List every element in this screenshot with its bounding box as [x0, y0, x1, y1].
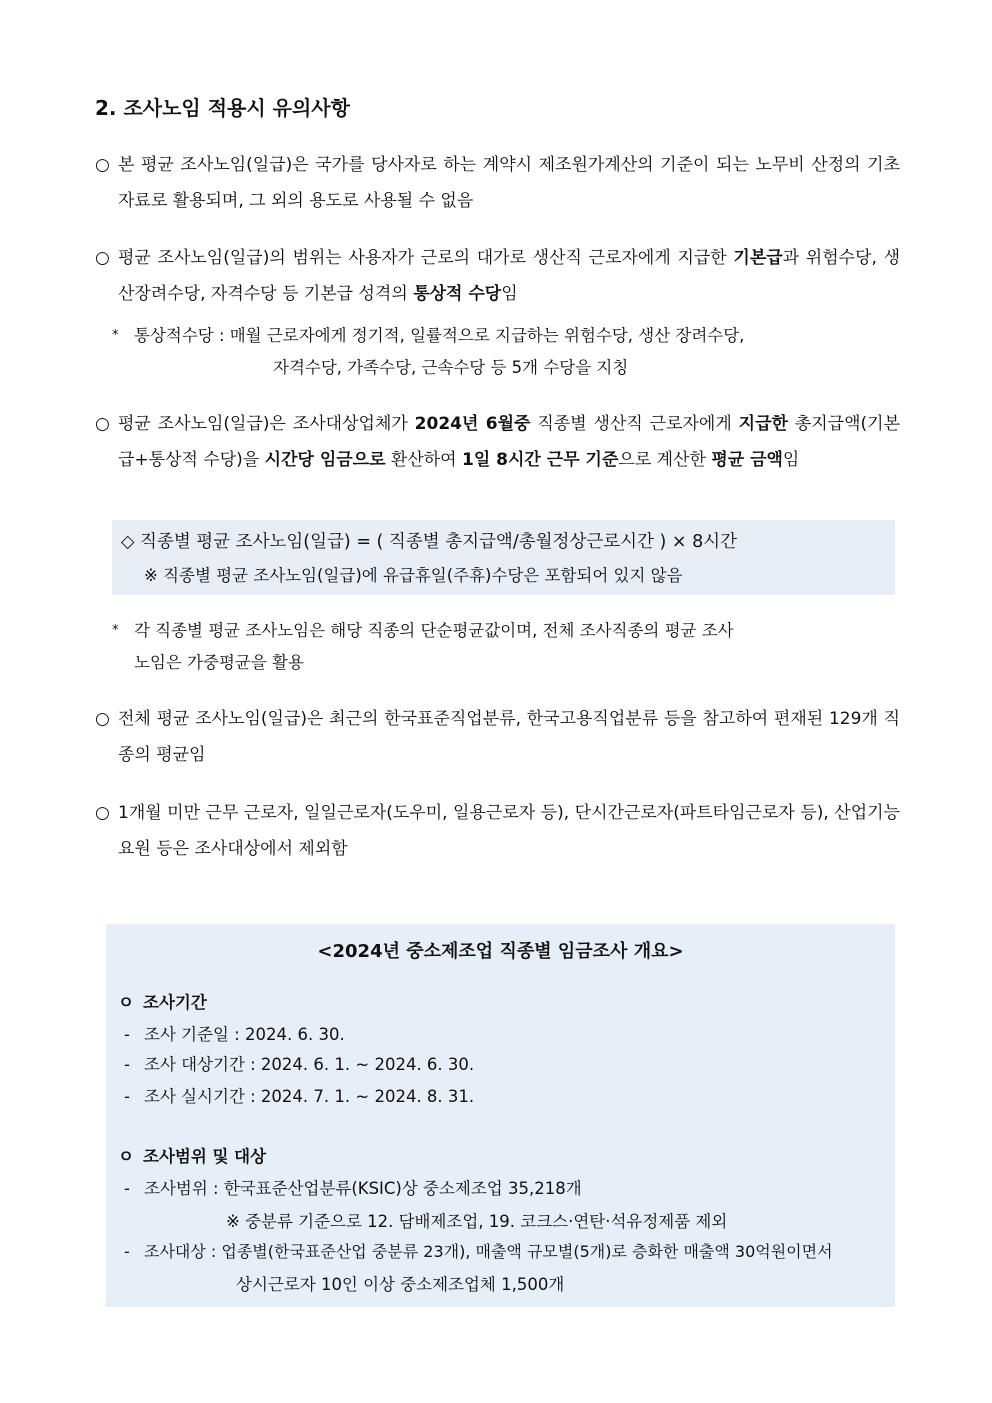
emphasis-text: 기본급 [733, 248, 783, 268]
period-row: - 조사 대상기간 : 2024. 6. 1. ~ 2024. 6. 30. [124, 1055, 475, 1074]
emphasis-text: 통상적 수당 [413, 284, 502, 304]
emphasis-text: 1일 8시간 근무 기준 [462, 450, 619, 470]
scope-note: ※ 중분류 기준으로 12. 담배제조업, 19. 코크스·연탄·석유정제품 제외 [226, 1212, 728, 1231]
asterisk-icon: * [112, 328, 119, 343]
list-item [95, 701, 900, 773]
emphasis-text: 시간당 임금으로 [264, 450, 386, 470]
footnote-line: 통상적수당 : 매월 근로자에게 정기적, 일률적으로 지급하는 위험수당, 생산 장려수당, [134, 326, 745, 345]
formula-note: ※ 직종별 평균 조사노임(일급)에 유급휴일(주휴)수당은 포함되어 있지 않음 [144, 566, 683, 585]
period-heading: ㅇ 조사기간 [118, 989, 207, 1013]
section-heading: 2. 조사노임 적용시 유의사항 [95, 96, 350, 120]
list-item [95, 795, 900, 867]
section-marker-icon: ㅇ [118, 993, 134, 1012]
asterisk-icon: * [112, 623, 119, 638]
section-marker-icon: ㅇ [118, 1147, 134, 1166]
emphasis-text: 평균 금액 [711, 450, 783, 470]
scope-row: - 조사대상 : 업종별(한국표준산업 중분류 23개), 매출액 규모별(5개)로 층화한 매출액 30억원이면서 [124, 1242, 833, 1261]
item-text: 본 평균 조사노임(일급)은 국가를 당사자로 하는 계약시 제조원가계산의 기준이 되는 노무비 산정의 기초자료로 활용되며, 그 외의 용도로 사용될 수 없음 [118, 155, 900, 211]
list-item [95, 240, 900, 312]
footnote [112, 615, 900, 679]
period-row: - 조사 기준일 : 2024. 6. 30. [124, 1025, 345, 1044]
formula-line: ◇ 직종별 평균 조사노임(일급) = ( 직종별 총지급액/총월정상근로시간 ) × 8시간 [121, 532, 738, 552]
scope-heading: ㅇ 조사범위 및 대상 [118, 1143, 266, 1167]
item-text: 전체 평균 조사노임(일급)은 최근의 한국표준직업분류, 한국고용직업분류 등을 참고하여 편재된 129개 직종의 평균임 [118, 709, 900, 765]
bullet-circle-icon: ○ [95, 414, 110, 434]
list-item [95, 406, 900, 478]
item-text: 평균 조사노임(일급)은 조사대상업체가 2024년 6월중 직종별 생산직 근로자에게 지급한 총지급액(기본급+통상적 수당)을 시간당 임금으로 환산하여 1일 8시간 근무 기준으로 계산한 평균 금액임 [118, 414, 901, 470]
bullet-circle-icon: ○ [95, 803, 110, 823]
footnote-line: 노임은 가중평균을 활용 [134, 653, 304, 672]
bullet-circle-icon: ○ [95, 709, 110, 729]
formula-box [112, 520, 895, 595]
emphasis-text: 지급한 [738, 414, 788, 434]
footnote-line: 자격수당, 가족수당, 근속수당 등 5개 수당을 지칭 [273, 358, 629, 377]
item-text: 평균 조사노임(일급)의 범위는 사용자가 근로의 대가로 생산직 근로자에게 지급한 기본급과 위험수당, 생산장려수당, 자격수당 등 기본급 성격의 통상적 수당임 [118, 248, 901, 304]
bullet-circle-icon: ○ [95, 248, 110, 268]
scope-row-continued: 상시근로자 10인 이상 중소제조업체 1,500개 [236, 1275, 565, 1294]
item-text: 1개월 미만 근무 근로자, 일일근로자(도우미, 일용근로자 등), 단시간근로자(파트타임근로자 등), 산업기능요원 등은 조사대상에서 제외함 [118, 803, 900, 859]
footnote [112, 320, 900, 384]
emphasis-text: 2024년 6월중 [414, 414, 531, 434]
scope-row: - 조사범위 : 한국표준산업분류(KSIC)상 중소제조업 35,218개 [124, 1179, 582, 1198]
bullet-circle-icon: ○ [95, 155, 110, 175]
period-row: - 조사 실시기간 : 2024. 7. 1. ~ 2024. 8. 31. [124, 1087, 475, 1106]
panel-title: <2024년 중소제조업 직종별 임금조사 개요> [317, 941, 684, 962]
survey-overview-panel [106, 924, 895, 1307]
list-item [95, 147, 900, 219]
footnote-line: 각 직종별 평균 조사노임은 해당 직종의 단순평균값이며, 전체 조사직종의 평균 조사 [134, 621, 734, 640]
